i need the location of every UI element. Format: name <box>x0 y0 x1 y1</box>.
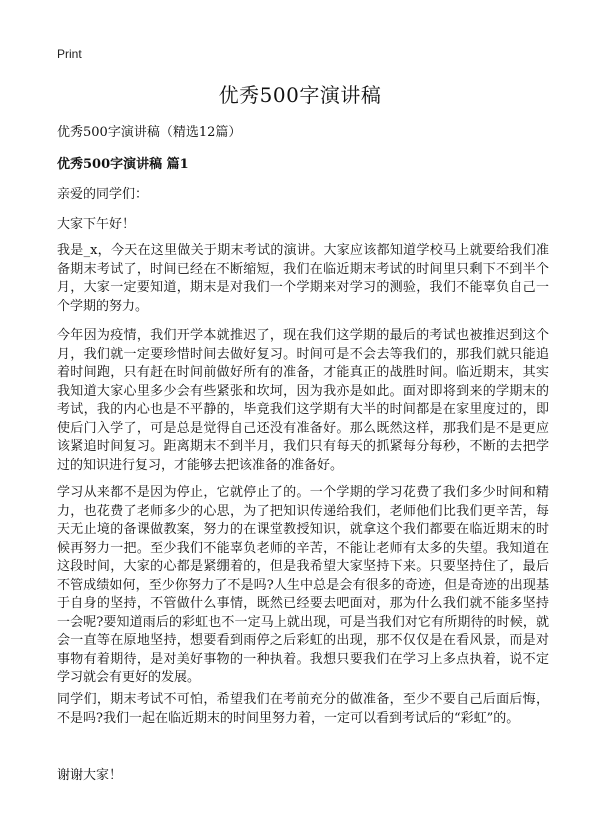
page-title: 优秀500字演讲稿 <box>218 83 382 107</box>
paragraph-2: 今年因为疫情，我们开学本就推迟了，现在我们这学期的最后的考试也被推迟到这个月，我们就一定要珍惜时间去做好复习。时间可是不会去等我们的，那我们就只能追着时间跑，只有赶在时间前做好所有的准备，才能真正的战胜时间。临近期末，其实我知道大家心里多少会有些紧张和坎坷，因为我亦是如此。面对即将到来的学期末的考试，我的内心也是不平静的，毕竟我们这学期有大半的时间都是在家里度过的，即使后门入学了，可是总是觉得自己还没有准备好。那么既然这样，那我们是不是更应该紧追时间复习。距离期末不到半月，我们只有每天的抓紧每分每秒，不断的去把学过的知识进行复习，才能够去把该准备的准备好。 <box>57 328 549 473</box>
paragraph-1: 我是_x，今天在这里做关于期末考试的演讲。大家应该都知道学校马上就要给我们准备期末考试了，时间已经在不断缩短，我们在临近期末考试的时间里只剩下不到半个月，大家一定要知道，期末是对我们一个学期来对学习的测验，我们不能辜负自己一个学期的努力。 <box>57 243 549 314</box>
salutation: 亲爱的同学们： <box>57 187 149 202</box>
closing: 谢谢大家！ <box>57 768 123 783</box>
print-link[interactable]: Print <box>57 47 82 61</box>
section-heading: 优秀500字演讲稿 篇1 <box>57 157 189 172</box>
paragraph-4: 同学们，期末考试不可怕，希望我们在考前充分的做准备，至少不要自己后面后悔，不是吗?我们一起在临近期末的时间里努力着，一定可以看到考试后的“彩虹”的。 <box>57 692 549 726</box>
paragraph-3: 学习从来都不是因为停止，它就停止了的。一个学期的学习花费了我们多少时间和精力，也花费了老师多少的心思，为了把知识传递给我们，老师他们比我们更辛苦，每天无止境的备课做教案，努力的在课堂教授知识，就拿这个我们都要在临近期末的时候再努力一把。至少我们不能辜负老师的辛苦，不能让老师有太多的失望。我知道在这段时间，大家的心都是紧绷着的，但是我希望大家坚持下来。只要坚持住了，最后不管成绩如何，至少你努力了不是吗?人生中总是会有很多的奇迹，但是奇迹的出现基于自身的坚持，不管做什么事情，既然已经要去吧面对，那为什么我们就不能多坚持一会呢?要知道雨后的彩虹也不一定马上就出现，可是当我们对它有所期待的时候，就会一直等在原地坚持，想要看到雨停之后彩虹的出现，那不仅仅是在看风景，而是对事物有着期待，是对美好事物的一种执着。我想只要我们在学习上多点执着，说不定学习就会有更好的发展。 <box>57 485 549 685</box>
greeting: 大家下午好！ <box>57 217 136 232</box>
document-subtitle: 优秀500字演讲稿（精选12篇） <box>57 125 242 140</box>
